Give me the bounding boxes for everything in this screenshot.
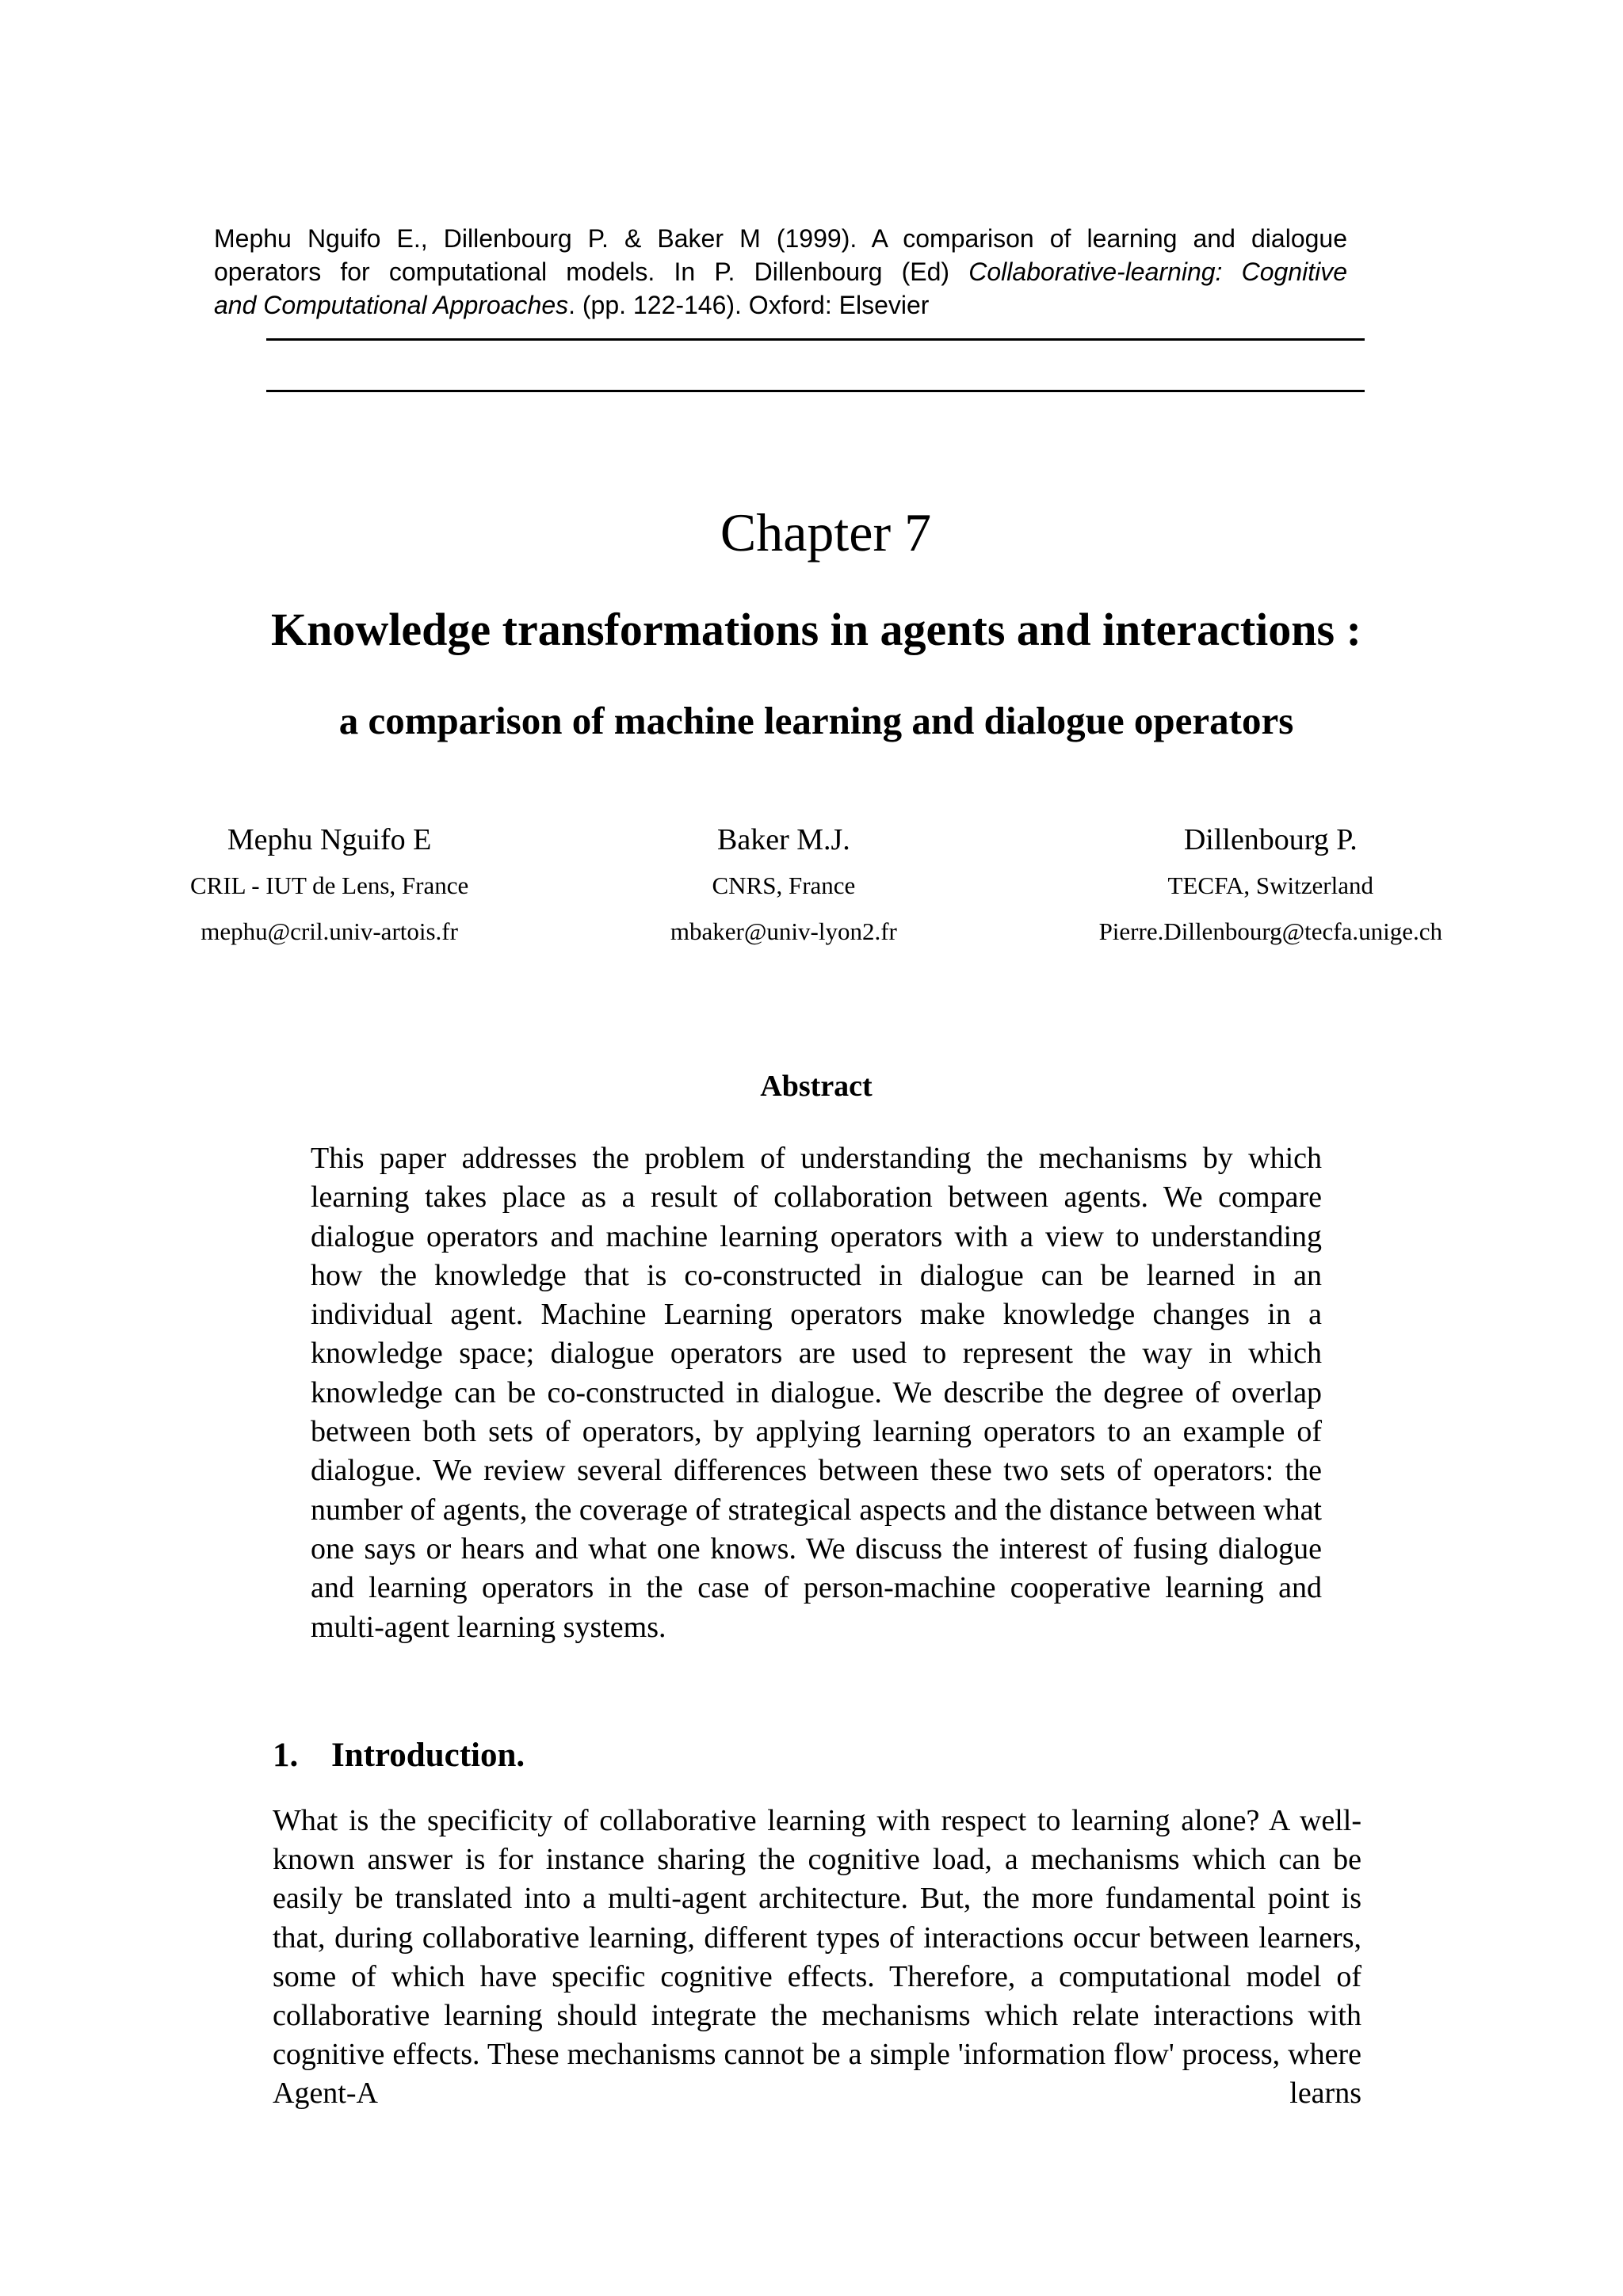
header-rule-bottom xyxy=(266,390,1365,392)
abstract-heading: Abstract xyxy=(760,1070,873,1103)
author-email: Pierre.Dillenbourg@tecfa.unige.ch xyxy=(1098,917,1442,945)
author-name: Baker M.J. xyxy=(716,823,850,856)
citation-book-title-part-1: Collaborative-learning: Cognitive xyxy=(968,257,1348,286)
author-block xyxy=(190,819,1442,949)
citation-header xyxy=(214,222,1347,322)
citation-line-2 xyxy=(214,255,1347,288)
citation-line-3 xyxy=(214,288,1347,322)
citation-line-2-prefix: operators for computational models. In P. Dillenbourg (Ed) xyxy=(214,257,969,286)
section-heading xyxy=(273,1733,525,1778)
author-2 xyxy=(670,819,897,949)
paper-subtitle: a comparison of machine learning and dialogue operators xyxy=(338,699,1294,742)
abstract-text: This paper addresses the problem of understanding the mechanisms by which learning takes place as a result of collaboration between agents. We compare dialogue operators and machine learning operators with a view to understanding how the knowledge that is co-constructed in dialogue can be learned in an individual agent. Machine Learning operators make knowledge changes in a knowledge space; dialogue operators are used to represent the way in which knowledge can be co-constructed in dialogue. We describe the degree of overlap between both sets of operators, by applying learning operators to an example of dialogue. We review several differences between these two sets of operators: the number of agents, the coverage of strategical aspects and the distance between what one says or hears and what one knows. We discuss the interest of fusing dialogue and learning operators in the case of person-machine cooperative learning and multi-agent learning systems. xyxy=(311,1142,1322,1644)
author-email: mephu@cril.univ-artois.fr xyxy=(200,917,458,945)
citation-line-1: Mephu Nguifo E., Dillenbourg P. & Baker M (1999). A comparison of learning and dialogue xyxy=(214,224,1347,253)
section-title: Introduction. xyxy=(331,1737,525,1774)
citation-line-3-suffix: . (pp. 122-146). Oxford: Elsevier xyxy=(568,291,930,319)
paper-title: Knowledge transformations in agents and interactions : xyxy=(271,604,1361,655)
section-number: 1. xyxy=(273,1737,299,1774)
citation-book-title-part-2: and Computational Approaches xyxy=(214,291,569,319)
author-email: mbaker@univ-lyon2.fr xyxy=(670,917,897,945)
author-affiliation: CNRS, France xyxy=(712,871,856,899)
author-1 xyxy=(190,819,468,949)
author-name: Mephu Nguifo E xyxy=(227,823,432,856)
author-affiliation: CRIL - IUT de Lens, France xyxy=(190,871,469,899)
chapter-label: Chapter 7 xyxy=(720,502,932,563)
section-body-text: What is the specificity of collaborative learning with respect to learning alone? A well-known answer is for instance sharing the cognitive load, a mechanisms which can be easily be translated into a multi-agent architecture. But, the more fundamental point is that, during collaborative learning, different types of interactions occur between learners, some of which have specific cognitive effects. Therefore, a computational model of collaborative learning should integrate the mechanisms which relate interactions with cognitive effects. These mechanisms cannot be a simple 'information flow' process, where Agent-A learns xyxy=(273,1804,1361,2111)
author-3 xyxy=(1099,819,1442,949)
header-rule-top xyxy=(266,338,1365,341)
author-name: Dillenbourg P. xyxy=(1183,823,1358,856)
author-affiliation: TECFA, Switzerland xyxy=(1167,871,1373,899)
